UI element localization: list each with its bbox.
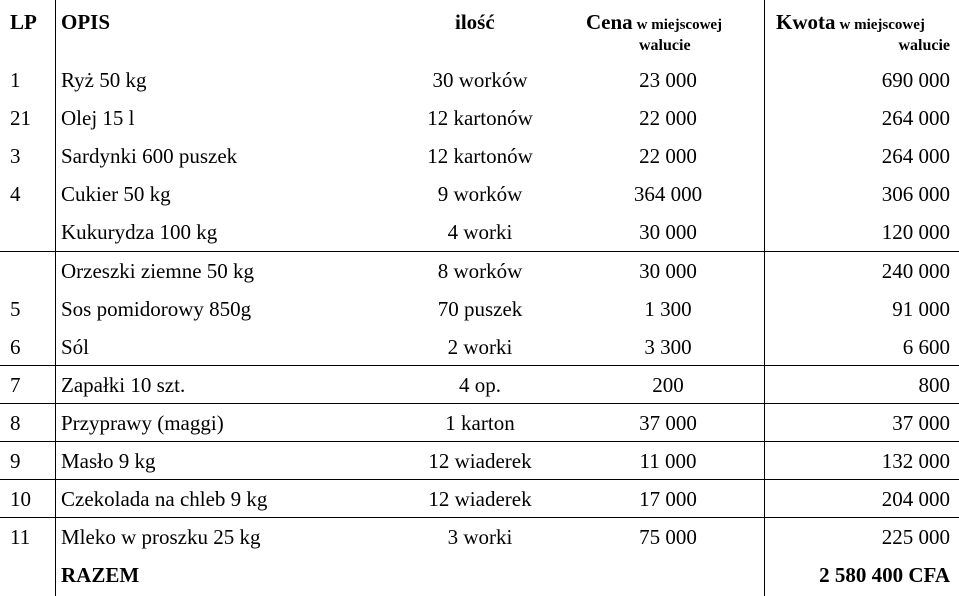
cell-kwota: 120 000	[881, 220, 950, 244]
cell-ilosc: 4 op.	[459, 373, 501, 397]
header-lp: LP	[10, 10, 37, 34]
table-row	[0, 213, 959, 251]
cell-cena: 11 000	[639, 449, 697, 473]
cell-kwota: 306 000	[881, 182, 950, 206]
table-row	[0, 404, 959, 442]
cell-ilosc: 2 worki	[447, 335, 513, 359]
cell-cena: 22 000	[639, 106, 697, 130]
cell-lp: 1	[10, 68, 21, 92]
table-row	[0, 518, 959, 556]
total-value: 2 580 400 CFA	[819, 563, 950, 587]
cell-kwota: 240 000	[881, 259, 950, 283]
header-cena-title: Cena	[586, 10, 633, 34]
header-kwota-title: Kwota	[776, 10, 836, 34]
cell-opis: Ryż 50 kg	[61, 68, 147, 92]
header-kwota-sub2: walucie	[898, 37, 950, 54]
cell-lp: 3	[10, 144, 21, 168]
cell-lp: 7	[10, 373, 21, 397]
cell-cena: 3 300	[644, 335, 692, 359]
cell-kwota: 37 000	[892, 411, 950, 435]
cell-kwota: 264 000	[881, 144, 950, 168]
cell-ilosc: 3 worki	[447, 525, 513, 549]
header-ilosc: ilość	[455, 10, 495, 34]
cell-lp: 11	[10, 525, 31, 549]
total-label: RAZEM	[61, 563, 140, 587]
cell-kwota: 6 600	[902, 335, 950, 359]
cell-lp: 6	[10, 335, 21, 359]
cell-ilosc: 8 worków	[437, 259, 523, 283]
cell-opis: Sos pomidorowy 850g	[61, 297, 252, 321]
cell-opis: Przyprawy (maggi)	[61, 411, 224, 435]
cell-opis: Sól	[61, 335, 90, 359]
cell-opis: Czekolada na chleb 9 kg	[61, 487, 268, 511]
table-row	[0, 175, 959, 213]
cell-kwota: 264 000	[881, 106, 950, 130]
cell-opis: Sardynki 600 puszek	[61, 144, 238, 168]
header-kwota	[776, 10, 925, 35]
table-row	[0, 137, 959, 175]
cell-cena: 30 000	[639, 220, 697, 244]
cell-kwota: 91 000	[892, 297, 950, 321]
cell-ilosc: 12 kartonów	[427, 106, 533, 130]
table-row	[0, 366, 959, 404]
cell-cena: 23 000	[639, 68, 697, 92]
table-row	[0, 442, 959, 480]
cell-opis: Cukier 50 kg	[61, 182, 171, 206]
header-cena-sub1: w miejscowej	[636, 17, 723, 33]
total-row	[0, 556, 959, 594]
cell-kwota: 690 000	[881, 68, 950, 92]
table-row	[0, 290, 959, 328]
header-kwota-sub1: w miejscowej	[839, 17, 925, 33]
cell-cena: 17 000	[639, 487, 697, 511]
cell-ilosc: 4 worki	[447, 220, 513, 244]
cell-ilosc: 9 worków	[437, 182, 523, 206]
cell-opis: Mleko w proszku 25 kg	[61, 525, 261, 549]
cell-opis: Masło 9 kg	[61, 449, 156, 473]
cell-ilosc: 12 wiaderek	[428, 487, 532, 511]
cell-kwota: 204 000	[881, 487, 950, 511]
cell-opis: Orzeszki ziemne 50 kg	[61, 259, 255, 283]
cell-opis: Zapałki 10 szt.	[61, 373, 186, 397]
cell-kwota: 225 000	[881, 525, 950, 549]
cell-lp: 10	[10, 487, 31, 511]
cell-cena: 75 000	[639, 525, 697, 549]
cell-lp: 4	[10, 182, 21, 206]
cell-cena: 30 000	[639, 259, 697, 283]
header-cena-sub2: walucie	[639, 37, 691, 54]
cell-lp: 9	[10, 449, 21, 473]
header-cena	[586, 10, 722, 35]
cell-opis: Olej 15 l	[61, 106, 135, 130]
cell-lp: 21	[10, 106, 31, 130]
cell-cena: 364 000	[633, 182, 703, 206]
cell-kwota: 132 000	[881, 449, 950, 473]
cell-kwota: 800	[918, 373, 950, 397]
cell-cena: 200	[652, 373, 684, 397]
cell-ilosc: 1 karton	[445, 411, 515, 435]
cell-cena: 37 000	[639, 411, 697, 435]
cell-ilosc: 12 kartonów	[427, 144, 533, 168]
cell-cena: 1 300	[644, 297, 692, 321]
table-row	[0, 99, 959, 137]
cell-ilosc: 12 wiaderek	[428, 449, 532, 473]
cell-lp: 5	[10, 297, 21, 321]
table-row	[0, 61, 959, 99]
cell-cena: 22 000	[639, 144, 697, 168]
cell-opis: Kukurydza 100 kg	[61, 220, 218, 244]
cell-ilosc: 30 worków	[432, 68, 528, 92]
cell-lp: 8	[10, 411, 21, 435]
table-row	[0, 480, 959, 518]
table-row	[0, 252, 959, 290]
cell-ilosc: 70 puszek	[437, 297, 523, 321]
table-row	[0, 328, 959, 366]
header-opis: OPIS	[61, 10, 111, 34]
